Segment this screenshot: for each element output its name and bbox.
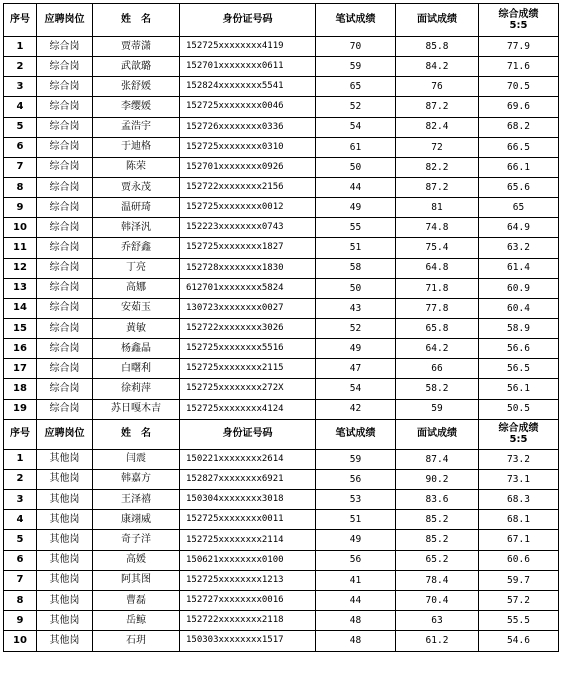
cell-seq: 4 [4,97,37,117]
cell-seq: 6 [4,137,37,157]
header-name: 姓 名 [93,419,180,449]
header-total-line2: 5:5 [509,19,528,31]
cell-written: 48 [316,611,396,631]
table-row [4,157,559,177]
cell-interview: 87.2 [396,97,479,117]
cell-interview: 64.2 [396,339,479,359]
cell-seq: 3 [4,490,37,510]
cell-interview: 64.8 [396,258,479,278]
cell-id: 152701xxxxxxxx0926 [180,157,316,177]
cell-position: 其他岗 [37,550,93,570]
header-total-line1: 综合成绩 [498,8,539,20]
cell-id: 150621xxxxxxxx0100 [180,550,316,570]
header-position: 应聘岗位 [37,419,93,449]
cell-position: 其他岗 [37,510,93,530]
cell-position: 综合岗 [37,198,93,218]
cell-position: 综合岗 [37,298,93,318]
cell-written: 49 [316,198,396,218]
cell-position: 综合岗 [37,117,93,137]
cell-id: 152725xxxxxxxx2115 [180,359,316,379]
cell-written: 55 [316,218,396,238]
cell-seq: 17 [4,359,37,379]
cell-position: 其他岗 [37,631,93,651]
cell-total: 70.5 [479,77,559,97]
cell-seq: 2 [4,57,37,77]
cell-position: 综合岗 [37,57,93,77]
table2-body [4,449,559,651]
cell-position: 综合岗 [37,137,93,157]
cell-written: 50 [316,278,396,298]
cell-interview: 65.8 [396,318,479,338]
cell-written: 44 [316,177,396,197]
cell-id: 152725xxxxxxxx1213 [180,570,316,590]
header-total [479,419,559,449]
cell-total: 65 [479,198,559,218]
cell-name: 韩嘉方 [93,469,180,489]
cell-total: 59.7 [479,570,559,590]
cell-position: 综合岗 [37,77,93,97]
cell-seq: 7 [4,570,37,590]
cell-name: 孟浩宇 [93,117,180,137]
cell-seq: 6 [4,550,37,570]
cell-position: 综合岗 [37,157,93,177]
header-name: 姓 名 [93,4,180,37]
cell-total: 66.1 [479,157,559,177]
cell-seq: 13 [4,278,37,298]
cell-name: 白曙利 [93,359,180,379]
cell-interview: 58.2 [396,379,479,399]
header-written: 笔试成绩 [316,4,396,37]
cell-id: 152725xxxxxxxx2114 [180,530,316,550]
cell-seq: 8 [4,590,37,610]
cell-id: 152725xxxxxxxx272X [180,379,316,399]
table-row [4,258,559,278]
cell-name: 武歆璐 [93,57,180,77]
cell-name: 陈荣 [93,157,180,177]
cell-written: 56 [316,550,396,570]
table-row [4,449,559,469]
cell-name: 张舒媛 [93,77,180,97]
cell-name: 乔舒鑫 [93,238,180,258]
cell-seq: 3 [4,77,37,97]
cell-interview: 61.2 [396,631,479,651]
header-interview: 面试成绩 [396,419,479,449]
cell-position: 综合岗 [37,218,93,238]
cell-id: 152728xxxxxxxx1830 [180,258,316,278]
cell-written: 70 [316,37,396,57]
cell-position: 综合岗 [37,318,93,338]
cell-name: 丁亮 [93,258,180,278]
table-row [4,218,559,238]
header-interview: 面试成绩 [396,4,479,37]
table-row [4,298,559,318]
cell-interview: 84.2 [396,57,479,77]
cell-name: 韩泽汎 [93,218,180,238]
cell-id: 152824xxxxxxxx5541 [180,77,316,97]
cell-position: 综合岗 [37,278,93,298]
cell-written: 56 [316,469,396,489]
table2-head [4,419,559,449]
cell-interview: 78.4 [396,570,479,590]
table-row [4,278,559,298]
table-row [4,490,559,510]
cell-total: 77.9 [479,37,559,57]
cell-total: 58.9 [479,318,559,338]
cell-id: 152725xxxxxxxx0046 [180,97,316,117]
table-row [4,469,559,489]
table-row [4,359,559,379]
cell-id: 152725xxxxxxxx4124 [180,399,316,419]
cell-id: 152722xxxxxxxx2118 [180,611,316,631]
table-row [4,198,559,218]
cell-id: 152827xxxxxxxx6921 [180,469,316,489]
header-total-line2: 5:5 [509,433,528,445]
cell-name: 闫震 [93,449,180,469]
header-seq: 序号 [4,419,37,449]
cell-name: 徐莉萍 [93,379,180,399]
cell-interview: 82.2 [396,157,479,177]
cell-written: 54 [316,379,396,399]
header-id: 身份证号码 [180,4,316,37]
cell-name: 于迪格 [93,137,180,157]
cell-position: 其他岗 [37,530,93,550]
table-row [4,97,559,117]
table2-header-row [4,419,559,449]
cell-interview: 85.8 [396,37,479,57]
cell-name: 安茹玉 [93,298,180,318]
cell-total: 56.6 [479,339,559,359]
cell-name: 阿其图 [93,570,180,590]
table-row [4,318,559,338]
cell-total: 68.1 [479,510,559,530]
cell-interview: 70.4 [396,590,479,610]
cell-position: 综合岗 [37,97,93,117]
cell-position: 综合岗 [37,37,93,57]
table-row [4,177,559,197]
cell-position: 其他岗 [37,469,93,489]
cell-id: 612701xxxxxxxx5824 [180,278,316,298]
cell-written: 42 [316,399,396,419]
cell-total: 61.4 [479,258,559,278]
cell-position: 其他岗 [37,611,93,631]
cell-position: 综合岗 [37,258,93,278]
cell-total: 63.2 [479,238,559,258]
header-id: 身份证号码 [180,419,316,449]
cell-total: 54.6 [479,631,559,651]
table-row [4,399,559,419]
cell-interview: 59 [396,399,479,419]
cell-name: 王泽禧 [93,490,180,510]
header-written: 笔试成绩 [316,419,396,449]
cell-position: 其他岗 [37,590,93,610]
cell-written: 47 [316,359,396,379]
cell-position: 其他岗 [37,570,93,590]
cell-id: 152725xxxxxxxx4119 [180,37,316,57]
table-row [4,550,559,570]
header-seq: 序号 [4,4,37,37]
cell-name: 李缨媛 [93,97,180,117]
cell-seq: 15 [4,318,37,338]
cell-id: 152701xxxxxxxx0611 [180,57,316,77]
cell-total: 71.6 [479,57,559,77]
cell-seq: 1 [4,37,37,57]
cell-name: 贾蒂潇 [93,37,180,57]
cell-written: 43 [316,298,396,318]
cell-position: 综合岗 [37,238,93,258]
cell-interview: 66 [396,359,479,379]
cell-written: 53 [316,490,396,510]
cell-total: 56.1 [479,379,559,399]
cell-written: 49 [316,530,396,550]
cell-id: 152722xxxxxxxx3026 [180,318,316,338]
cell-name: 奇子洋 [93,530,180,550]
cell-total: 55.5 [479,611,559,631]
table-row [4,137,559,157]
header-total [479,4,559,37]
table-row [4,379,559,399]
cell-seq: 9 [4,198,37,218]
cell-id: 152725xxxxxxxx1827 [180,238,316,258]
cell-written: 52 [316,318,396,338]
cell-position: 综合岗 [37,339,93,359]
cell-interview: 71.8 [396,278,479,298]
table-row [4,530,559,550]
cell-name: 杨鑫晶 [93,339,180,359]
cell-interview: 85.2 [396,510,479,530]
cell-interview: 77.8 [396,298,479,318]
cell-interview: 82.4 [396,117,479,137]
cell-total: 69.6 [479,97,559,117]
cell-interview: 65.2 [396,550,479,570]
cell-total: 73.1 [479,469,559,489]
cell-id: 152223xxxxxxxx0743 [180,218,316,238]
cell-name: 康翊威 [93,510,180,530]
table-row [4,590,559,610]
cell-seq: 10 [4,218,37,238]
cell-total: 65.6 [479,177,559,197]
cell-total: 67.1 [479,530,559,550]
cell-written: 51 [316,510,396,530]
cell-id: 152727xxxxxxxx0016 [180,590,316,610]
table-row [4,57,559,77]
cell-written: 54 [316,117,396,137]
cell-seq: 16 [4,339,37,359]
cell-id: 150221xxxxxxxx2614 [180,449,316,469]
cell-interview: 75.4 [396,238,479,258]
cell-interview: 87.4 [396,449,479,469]
cell-id: 152725xxxxxxxx0012 [180,198,316,218]
cell-position: 其他岗 [37,490,93,510]
cell-total: 60.9 [479,278,559,298]
cell-id: 150303xxxxxxxx1517 [180,631,316,651]
table-row [4,631,559,651]
cell-total: 68.2 [479,117,559,137]
table-row [4,37,559,57]
table-row [4,77,559,97]
cell-written: 44 [316,590,396,610]
cell-name: 苏日嘎木吉 [93,399,180,419]
cell-written: 49 [316,339,396,359]
cell-position: 综合岗 [37,379,93,399]
cell-name: 岳鲸 [93,611,180,631]
cell-total: 57.2 [479,590,559,610]
table1-header-row [4,4,559,37]
cell-total: 73.2 [479,449,559,469]
cell-position: 其他岗 [37,449,93,469]
cell-seq: 12 [4,258,37,278]
cell-seq: 5 [4,530,37,550]
cell-interview: 81 [396,198,479,218]
cell-seq: 2 [4,469,37,489]
cell-seq: 1 [4,449,37,469]
cell-total: 66.5 [479,137,559,157]
cell-interview: 90.2 [396,469,479,489]
cell-interview: 87.2 [396,177,479,197]
cell-interview: 74.8 [396,218,479,238]
cell-interview: 63 [396,611,479,631]
cell-written: 50 [316,157,396,177]
cell-written: 52 [316,97,396,117]
cell-name: 贾永茂 [93,177,180,197]
cell-interview: 83.6 [396,490,479,510]
score-sheet [3,3,558,652]
cell-position: 综合岗 [37,399,93,419]
header-position: 应聘岗位 [37,4,93,37]
cell-written: 48 [316,631,396,651]
table-row [4,570,559,590]
cell-name: 温研琦 [93,198,180,218]
cell-total: 60.4 [479,298,559,318]
cell-seq: 10 [4,631,37,651]
cell-seq: 14 [4,298,37,318]
table-row [4,339,559,359]
cell-written: 65 [316,77,396,97]
cell-name: 曹磊 [93,590,180,610]
cell-total: 50.5 [479,399,559,419]
cell-seq: 7 [4,157,37,177]
cell-total: 56.5 [479,359,559,379]
header-total-line1: 综合成绩 [498,422,539,434]
cell-id: 130723xxxxxxxx0027 [180,298,316,318]
cell-name: 石玥 [93,631,180,651]
cell-name: 高娜 [93,278,180,298]
cell-id: 152725xxxxxxxx5516 [180,339,316,359]
cell-total: 64.9 [479,218,559,238]
cell-name: 高媛 [93,550,180,570]
cell-id: 152725xxxxxxxx0310 [180,137,316,157]
cell-id: 152726xxxxxxxx0336 [180,117,316,137]
cell-position: 综合岗 [37,359,93,379]
cell-seq: 4 [4,510,37,530]
cell-seq: 5 [4,117,37,137]
cell-seq: 18 [4,379,37,399]
cell-written: 41 [316,570,396,590]
cell-interview: 72 [396,137,479,157]
table1-body [4,37,559,420]
cell-seq: 19 [4,399,37,419]
cell-id: 152722xxxxxxxx2156 [180,177,316,197]
cell-interview: 85.2 [396,530,479,550]
cell-seq: 11 [4,238,37,258]
cell-written: 59 [316,57,396,77]
cell-name: 黄敏 [93,318,180,338]
cell-id: 152725xxxxxxxx0011 [180,510,316,530]
table-row [4,510,559,530]
score-table [3,3,559,652]
cell-total: 68.3 [479,490,559,510]
cell-seq: 9 [4,611,37,631]
cell-position: 综合岗 [37,177,93,197]
table-row [4,117,559,137]
cell-interview: 76 [396,77,479,97]
cell-written: 51 [316,238,396,258]
cell-written: 58 [316,258,396,278]
table-row [4,611,559,631]
cell-id: 150304xxxxxxxx3018 [180,490,316,510]
cell-written: 59 [316,449,396,469]
cell-total: 60.6 [479,550,559,570]
cell-written: 61 [316,137,396,157]
cell-seq: 8 [4,177,37,197]
table-row [4,238,559,258]
